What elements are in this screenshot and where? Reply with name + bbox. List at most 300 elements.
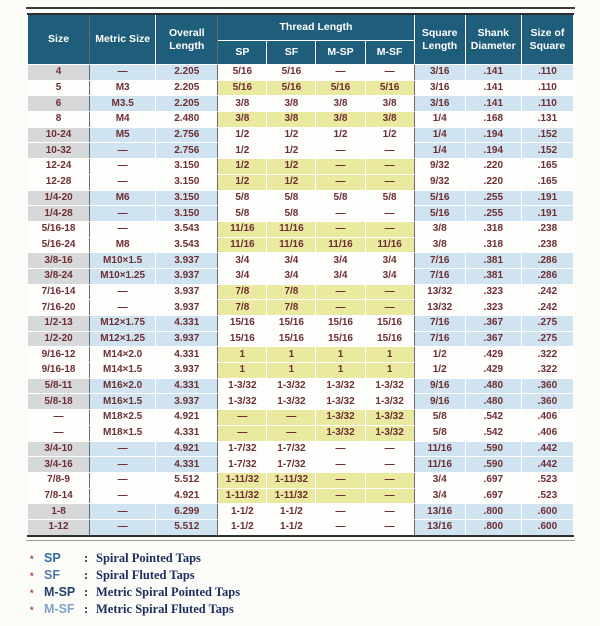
cell-shank: .194 [465, 143, 521, 159]
cell-sf: 15/16 [267, 331, 316, 347]
cell-metric: M16×2.0 [90, 378, 156, 394]
legend-item-sp [30, 551, 240, 568]
cell-metric: — [90, 488, 156, 504]
header-metric-size: Metric Size [90, 14, 156, 65]
cell-msf: — [365, 174, 414, 190]
table-row [28, 300, 574, 316]
cell-metric: M12×1.25 [90, 331, 156, 347]
cell-square: 7/16 [414, 331, 465, 347]
cell-square: 7/16 [414, 253, 465, 269]
cell-metric: — [90, 143, 156, 159]
cell-sp: 1/2 [218, 174, 267, 190]
cell-msp: — [316, 300, 365, 316]
cell-sp: 1/2 [218, 127, 267, 143]
cell-sp: 1-7/32 [218, 457, 267, 473]
cell-sp: 5/8 [218, 190, 267, 206]
cell-sp: 5/16 [218, 65, 267, 81]
cell-square: 3/8 [414, 221, 465, 237]
cell-msp: — [316, 221, 365, 237]
cell-sf: 1-3/32 [267, 378, 316, 394]
cell-square: 1/4 [414, 127, 465, 143]
cell-size: 3/8-24 [28, 268, 90, 284]
cell-size: 3/4-16 [28, 457, 90, 473]
cell-overall: 4.921 [156, 410, 218, 426]
cell-msf: 3/8 [365, 96, 414, 112]
cell-size: 12-28 [28, 174, 90, 190]
table-row [28, 80, 574, 96]
cell-msf: — [365, 441, 414, 457]
cell-sf: 1/2 [267, 143, 316, 159]
cell-shank: .255 [465, 190, 521, 206]
cell-msf: 1-3/32 [365, 425, 414, 441]
cell-overall: 5.512 [156, 519, 218, 535]
cell-square: 1/4 [414, 112, 465, 128]
cell-shank: .141 [465, 80, 521, 96]
cell-msp: — [316, 284, 365, 300]
cell-sp: 1 [218, 363, 267, 379]
cell-msf: 3/4 [365, 253, 414, 269]
cell-sqsize: .275 [521, 331, 573, 347]
cell-sqsize: .600 [521, 519, 573, 535]
cell-sqsize: .110 [521, 80, 573, 96]
cell-metric: M4 [90, 112, 156, 128]
cell-sqsize: .191 [521, 206, 573, 222]
cell-sp: 3/4 [218, 253, 267, 269]
cell-msp: — [316, 441, 365, 457]
cell-overall: 3.937 [156, 331, 218, 347]
bottom-rule [26, 540, 575, 541]
cell-sf: 1-1/2 [267, 519, 316, 535]
table-row [28, 268, 574, 284]
cell-size: 10-32 [28, 143, 90, 159]
cell-square: 9/32 [414, 159, 465, 175]
cell-sp: 1-11/32 [218, 472, 267, 488]
cell-square: 11/16 [414, 441, 465, 457]
asterisk-marker: * [30, 571, 34, 581]
legend-description: Metric Spiral Fluted Taps [96, 602, 234, 616]
table-row [28, 237, 574, 253]
cell-overall: 2.205 [156, 65, 218, 81]
cell-metric: M14×2.0 [90, 347, 156, 363]
cell-metric: — [90, 159, 156, 175]
cell-shank: .800 [465, 519, 521, 535]
cell-sqsize: .322 [521, 363, 573, 379]
cell-sf: 1-3/32 [267, 394, 316, 410]
cell-sf: 1-7/32 [267, 441, 316, 457]
cell-shank: .590 [465, 457, 521, 473]
cell-msp: 3/4 [316, 253, 365, 269]
cell-size: 5/16-18 [28, 221, 90, 237]
legend-abbr: SF [44, 568, 60, 582]
cell-sf: 1-11/32 [267, 488, 316, 504]
table-row [28, 457, 574, 473]
cell-msp: — [316, 472, 365, 488]
cell-shank: .381 [465, 268, 521, 284]
cell-metric: M18×1.5 [90, 425, 156, 441]
table-row [28, 253, 574, 269]
cell-msf: 15/16 [365, 316, 414, 332]
header-thread-length: Thread Length [218, 14, 414, 41]
legend-description: Metric Spiral Pointed Taps [96, 585, 241, 599]
cell-sp: 5/8 [218, 206, 267, 222]
table-row [28, 363, 574, 379]
cell-overall: 2.756 [156, 143, 218, 159]
cell-msf: — [365, 457, 414, 473]
asterisk-marker: * [30, 588, 34, 598]
tap-dimensions-table [27, 13, 574, 537]
cell-metric: M8 [90, 237, 156, 253]
cell-sp: 11/16 [218, 221, 267, 237]
cell-metric: — [90, 300, 156, 316]
cell-msp: 3/8 [316, 96, 365, 112]
cell-sp: — [218, 425, 267, 441]
cell-sqsize: .238 [521, 237, 573, 253]
cell-sf: 7/8 [267, 300, 316, 316]
cell-size: 1/2-20 [28, 331, 90, 347]
cell-msp: 1-3/32 [316, 394, 365, 410]
cell-size: 9/16-12 [28, 347, 90, 363]
cell-shank: .141 [465, 96, 521, 112]
cell-msp: — [316, 504, 365, 520]
cell-sp: 5/16 [218, 80, 267, 96]
cell-size: 1/4-28 [28, 206, 90, 222]
cell-msf: — [365, 206, 414, 222]
table-row [28, 504, 574, 520]
cell-msp: 1/2 [316, 127, 365, 143]
cell-sp: 7/8 [218, 284, 267, 300]
cell-square: 9/32 [414, 174, 465, 190]
cell-msp: — [316, 143, 365, 159]
cell-shank: .381 [465, 253, 521, 269]
cell-square: 3/4 [414, 488, 465, 504]
table-row [28, 378, 574, 394]
cell-overall: 4.331 [156, 316, 218, 332]
table-row [28, 488, 574, 504]
cell-sf: 1-1/2 [267, 504, 316, 520]
cell-square: 3/16 [414, 96, 465, 112]
cell-msf: 1 [365, 347, 414, 363]
legend-separator: : [84, 551, 89, 565]
cell-overall: 2.205 [156, 80, 218, 96]
cell-msf: 3/8 [365, 112, 414, 128]
cell-msp: 1-3/32 [316, 425, 365, 441]
cell-square: 9/16 [414, 394, 465, 410]
header-shank-diameter: Shank Diameter [465, 14, 521, 65]
cell-sqsize: .286 [521, 268, 573, 284]
cell-metric: — [90, 457, 156, 473]
cell-msp: — [316, 65, 365, 81]
cell-metric: M10×1.5 [90, 253, 156, 269]
cell-overall: 3.937 [156, 284, 218, 300]
cell-msf: 1-3/32 [365, 378, 414, 394]
cell-overall: 3.937 [156, 363, 218, 379]
cell-sf: 1 [267, 347, 316, 363]
cell-square: 3/4 [414, 472, 465, 488]
cell-msf: — [365, 504, 414, 520]
cell-overall: 3.543 [156, 221, 218, 237]
cell-sp: 1-7/32 [218, 441, 267, 457]
header-square-length: Square Length [414, 14, 465, 65]
cell-metric: M6 [90, 190, 156, 206]
cell-square: 1/2 [414, 363, 465, 379]
cell-overall: 4.331 [156, 425, 218, 441]
table-row [28, 316, 574, 332]
cell-sf: 3/8 [267, 112, 316, 128]
cell-msf: 1/2 [365, 127, 414, 143]
cell-size: 12-24 [28, 159, 90, 175]
legend-abbr: M-SP [44, 585, 76, 599]
cell-square: 1/2 [414, 347, 465, 363]
cell-metric: M16×1.5 [90, 394, 156, 410]
cell-sp: 7/8 [218, 300, 267, 316]
cell-size: 5/16-24 [28, 237, 90, 253]
cell-shank: .367 [465, 316, 521, 332]
cell-msp: — [316, 174, 365, 190]
cell-size: 1-8 [28, 504, 90, 520]
cell-metric: M5 [90, 127, 156, 143]
cell-metric: — [90, 472, 156, 488]
cell-sqsize: .165 [521, 174, 573, 190]
cell-sf: 5/8 [267, 190, 316, 206]
cell-metric: — [90, 284, 156, 300]
cell-msf: 5/8 [365, 190, 414, 206]
cell-msp: — [316, 488, 365, 504]
table-row [28, 331, 574, 347]
legend-item-m-sf [30, 602, 240, 619]
cell-square: 3/16 [414, 65, 465, 81]
cell-metric: — [90, 174, 156, 190]
cell-sp: 1-3/32 [218, 394, 267, 410]
cell-sqsize: .242 [521, 300, 573, 316]
cell-sf: 1/2 [267, 159, 316, 175]
cell-sf: 11/16 [267, 237, 316, 253]
cell-square: 13/16 [414, 504, 465, 520]
legend-description: Spiral Fluted Taps [96, 568, 195, 582]
cell-shank: .255 [465, 206, 521, 222]
cell-sqsize: .360 [521, 378, 573, 394]
cell-shank: .367 [465, 331, 521, 347]
cell-overall: 2.205 [156, 96, 218, 112]
cell-sp: 3/8 [218, 96, 267, 112]
cell-sqsize: .152 [521, 143, 573, 159]
cell-shank: .542 [465, 410, 521, 426]
cell-overall: 3.937 [156, 268, 218, 284]
cell-shank: .168 [465, 112, 521, 128]
cell-square: 7/16 [414, 316, 465, 332]
cell-sp: 1-1/2 [218, 504, 267, 520]
cell-sp: 1-3/32 [218, 378, 267, 394]
cell-sf: 3/4 [267, 268, 316, 284]
cell-sf: 1/2 [267, 127, 316, 143]
cell-size: 5/8-11 [28, 378, 90, 394]
header-m-sp: M-SP [316, 41, 365, 65]
header-overall-length: Overall Length [156, 14, 218, 65]
cell-metric: M10×1.25 [90, 268, 156, 284]
cell-msf: 1-3/32 [365, 410, 414, 426]
cell-metric: M12×1.75 [90, 316, 156, 332]
cell-sp: 1/2 [218, 143, 267, 159]
cell-msf: — [365, 488, 414, 504]
cell-msp: — [316, 519, 365, 535]
cell-overall: 4.331 [156, 347, 218, 363]
cell-msp: 3/8 [316, 112, 365, 128]
cell-overall: 3.543 [156, 237, 218, 253]
table-row [28, 347, 574, 363]
cell-size: 1/4-20 [28, 190, 90, 206]
cell-square: 5/16 [414, 206, 465, 222]
cell-square: 11/16 [414, 457, 465, 473]
cell-msp: 15/16 [316, 316, 365, 332]
cell-shank: .480 [465, 378, 521, 394]
cell-shank: .542 [465, 425, 521, 441]
cell-shank: .697 [465, 472, 521, 488]
table-header [28, 14, 574, 65]
cell-shank: .318 [465, 237, 521, 253]
cell-sqsize: .152 [521, 127, 573, 143]
legend-item-m-sp [30, 585, 240, 602]
cell-square: 13/32 [414, 300, 465, 316]
cell-overall: 3.150 [156, 206, 218, 222]
cell-metric: — [90, 221, 156, 237]
cell-msf: — [365, 65, 414, 81]
cell-square: 3/16 [414, 80, 465, 96]
table-row [28, 394, 574, 410]
cell-sf: 7/8 [267, 284, 316, 300]
cell-sqsize: .191 [521, 190, 573, 206]
cell-msf: — [365, 519, 414, 535]
cell-overall: 6.299 [156, 504, 218, 520]
cell-size: 5 [28, 80, 90, 96]
cell-sqsize: .242 [521, 284, 573, 300]
cell-sqsize: .442 [521, 441, 573, 457]
table-row [28, 96, 574, 112]
cell-msp: — [316, 159, 365, 175]
cell-msp: 1-3/32 [316, 378, 365, 394]
cell-shank: .194 [465, 127, 521, 143]
cell-sqsize: .442 [521, 457, 573, 473]
cell-sqsize: .238 [521, 221, 573, 237]
cell-msf: 3/4 [365, 268, 414, 284]
cell-sf: 1/2 [267, 174, 316, 190]
cell-size: 8 [28, 112, 90, 128]
cell-metric: — [90, 65, 156, 81]
cell-square: 5/8 [414, 410, 465, 426]
cell-sp: 1 [218, 347, 267, 363]
cell-sqsize: .110 [521, 65, 573, 81]
cell-sf: — [267, 410, 316, 426]
cell-msf: 5/16 [365, 80, 414, 96]
cell-size: 1/2-13 [28, 316, 90, 332]
cell-msp: 15/16 [316, 331, 365, 347]
cell-sp: — [218, 410, 267, 426]
cell-sqsize: .406 [521, 425, 573, 441]
cell-overall: 3.150 [156, 159, 218, 175]
cell-sf: 5/16 [267, 80, 316, 96]
cell-sp: 15/16 [218, 331, 267, 347]
cell-msf: — [365, 284, 414, 300]
cell-shank: .323 [465, 284, 521, 300]
cell-sqsize: .322 [521, 347, 573, 363]
cell-sp: 1-1/2 [218, 519, 267, 535]
header-size: Size [28, 14, 90, 65]
cell-sqsize: .600 [521, 504, 573, 520]
cell-size: 4 [28, 65, 90, 81]
cell-sp: 1/2 [218, 159, 267, 175]
cell-overall: 3.150 [156, 174, 218, 190]
cell-shank: .480 [465, 394, 521, 410]
cell-sf: 1 [267, 363, 316, 379]
cell-sp: 15/16 [218, 316, 267, 332]
cell-overall: 2.756 [156, 127, 218, 143]
cell-msp: — [316, 206, 365, 222]
cell-sqsize: .360 [521, 394, 573, 410]
legend-separator: : [84, 568, 89, 582]
legend-separator: : [84, 602, 89, 616]
cell-sp: 11/16 [218, 237, 267, 253]
table-row [28, 284, 574, 300]
cell-sf: 11/16 [267, 221, 316, 237]
cell-overall: 4.331 [156, 378, 218, 394]
cell-sqsize: .275 [521, 316, 573, 332]
cell-size: — [28, 425, 90, 441]
cell-metric: M3 [90, 80, 156, 96]
cell-msf: 15/16 [365, 331, 414, 347]
cell-size: — [28, 410, 90, 426]
cell-msf: — [365, 300, 414, 316]
asterisk-marker: * [30, 554, 34, 564]
table-row [28, 190, 574, 206]
cell-shank: .220 [465, 174, 521, 190]
table-row [28, 65, 574, 81]
cell-shank: .429 [465, 363, 521, 379]
cell-size: 6 [28, 96, 90, 112]
cell-overall: 3.937 [156, 394, 218, 410]
cell-sf: 1-11/32 [267, 472, 316, 488]
cell-sf: 3/4 [267, 253, 316, 269]
cell-shank: .429 [465, 347, 521, 363]
table-row [28, 519, 574, 535]
cell-size: 7/16-20 [28, 300, 90, 316]
cell-sf: 15/16 [267, 316, 316, 332]
cell-size: 7/16-14 [28, 284, 90, 300]
cell-size: 9/16-18 [28, 363, 90, 379]
legend-item-sf [30, 568, 240, 585]
table-row [28, 206, 574, 222]
cell-sqsize: .406 [521, 410, 573, 426]
cell-overall: 4.331 [156, 457, 218, 473]
cell-msf: — [365, 472, 414, 488]
header-size-of-square: Size of Square [521, 14, 573, 65]
cell-size: 7/8-14 [28, 488, 90, 504]
cell-msp: 3/4 [316, 268, 365, 284]
cell-sp: 1-11/32 [218, 488, 267, 504]
cell-msp: 11/16 [316, 237, 365, 253]
cell-overall: 4.921 [156, 488, 218, 504]
table-row [28, 127, 574, 143]
cell-metric: M3.5 [90, 96, 156, 112]
legend-abbr: SP [44, 551, 61, 565]
cell-shank: .141 [465, 65, 521, 81]
cell-shank: .590 [465, 441, 521, 457]
cell-overall: 3.937 [156, 253, 218, 269]
cell-sf: 3/8 [267, 96, 316, 112]
cell-overall: 2.480 [156, 112, 218, 128]
table-row [28, 112, 574, 128]
cell-overall: 3.937 [156, 300, 218, 316]
cell-overall: 5.512 [156, 472, 218, 488]
cell-shank: .800 [465, 504, 521, 520]
header-sp: SP [218, 41, 267, 65]
